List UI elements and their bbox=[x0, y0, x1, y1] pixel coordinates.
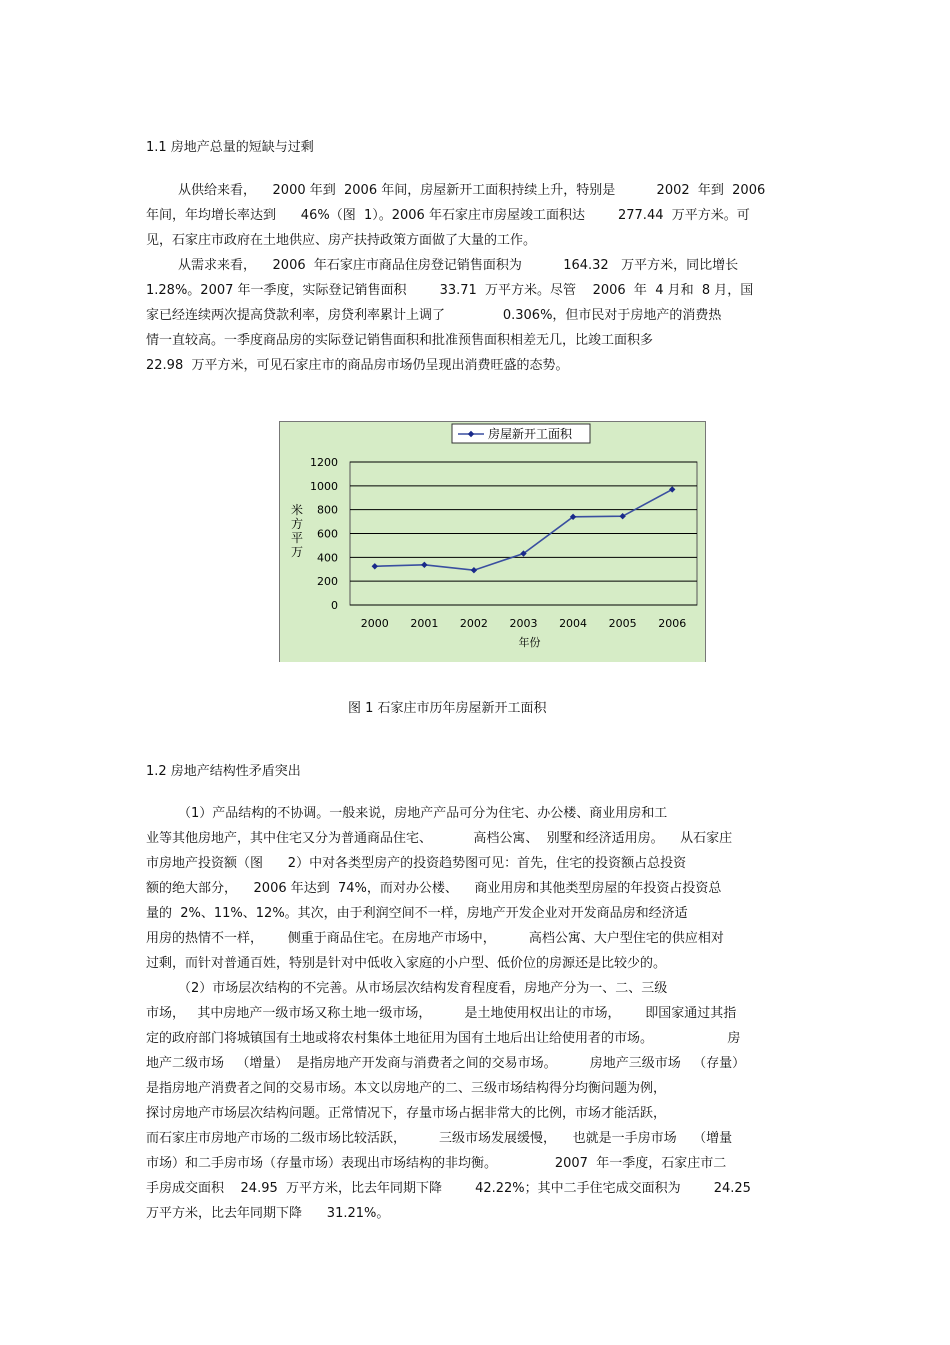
paragraph-line: 定的政府部门将城镇国有土地或将农村集体土地征用为国有土地后出让给使用者的市场。 房 bbox=[146, 1031, 741, 1046]
paragraph-line: 过剩，而针对普通百姓，特别是针对中低收入家庭的小户型、低价位的房源还是比较少的。 bbox=[146, 956, 667, 971]
x-tick-label: 2001 bbox=[410, 617, 439, 630]
x-tick-label: 2000 bbox=[360, 617, 389, 630]
paragraph-line: 从供给来看， 2000 年到 2006 年间，房屋新开工面积持续上升，特别是 2002 年到 2006 bbox=[178, 183, 766, 198]
x-tick-label: 2002 bbox=[459, 617, 488, 630]
y-tick-label: 200 bbox=[317, 575, 338, 589]
paragraph-line: 是指房地产消费者之间的交易市场。本文以房地产的二、三级市场结构得分均衡问题为例， bbox=[146, 1081, 667, 1096]
y-axis-title-char: 平 bbox=[290, 531, 304, 545]
paragraph-line: 万平方米，比去年同期下降 31.21%。 bbox=[146, 1206, 390, 1221]
paragraph-line: （2）市场层次结构的不完善。从市场层次结构发育程度看，房地产分为一、二、三级 bbox=[178, 981, 668, 996]
line-chart bbox=[279, 421, 706, 662]
paragraph-line: 而石家庄市房地产市场的二级市场比较活跃， 三级市场发展缓慢， 也就是一手房市场 （增量 bbox=[146, 1131, 733, 1146]
paragraph-line: 额的绝大部分， 2006 年达到 74%，而对办公楼、 商业用房和其他类型房屋的年投资占投资总 bbox=[146, 881, 722, 896]
y-tick-label: 1000 bbox=[310, 479, 338, 493]
x-axis-title: 年份 bbox=[518, 636, 541, 649]
paragraph-line: 情一直较高。一季度商品房的实际登记销售面积和批准预售面积相差无几，比竣工面积多 bbox=[146, 333, 654, 348]
paragraph-line: 家已经连续两次提高贷款利率，房贷利率累计上调了 0.306%，但市民对于房地产的消费热 bbox=[146, 308, 722, 323]
y-tick-label: 400 bbox=[317, 551, 338, 565]
chart-svg bbox=[280, 422, 705, 662]
paragraph-line: 地产二级市场 （增量） 是指房地产开发商与消费者之间的交易市场。 房地产三级市场 （存量） bbox=[146, 1056, 746, 1071]
paragraph-line: 业等其他房地产，其中住宅又分为普通商品住宅、 高档公寓、 别墅和经济适用房。 从石家庄 bbox=[146, 831, 733, 846]
x-tick-label: 2005 bbox=[608, 617, 637, 630]
paragraph-line: 市场， 其中房地产一级市场又称土地一级市场， 是土地使用权出让的市场， 即国家通过其指 bbox=[146, 1006, 737, 1021]
paragraph-line: 见，石家庄市政府在土地供应、房产扶持政策方面做了大量的工作。 bbox=[146, 233, 537, 248]
y-tick-label: 0 bbox=[331, 599, 338, 612]
y-tick-label: 800 bbox=[317, 503, 338, 517]
y-axis-title-char: 米 bbox=[290, 503, 304, 517]
paragraph-line: 22.98 万平方米，可见石家庄市的商品房市场仍呈现出消费旺盛的态势。 bbox=[146, 358, 569, 373]
x-tick-label: 2006 bbox=[658, 617, 687, 630]
paragraph-line: 用房的热情不一样， 侧重于商品住宅。在房地产市场中， 高档公寓、大户型住宅的供应相对 bbox=[146, 931, 724, 946]
y-tick-label: 600 bbox=[317, 527, 338, 541]
y-tick-label: 1200 bbox=[310, 456, 338, 469]
x-tick-label: 2003 bbox=[509, 617, 538, 630]
paragraph-line: 探讨房地产市场层次结构问题。正常情况下，存量市场占据非常大的比例，市场才能活跃， bbox=[146, 1106, 667, 1121]
section-heading-1-1: 1.1 房地产总量的短缺与过剩 bbox=[146, 140, 314, 155]
paragraph-line: 1.28%。2007 年一季度，实际登记销售面积 33.71 万平方米。尽管 2006 年 4 月和 8 月，国 bbox=[146, 283, 754, 298]
x-tick-label: 2004 bbox=[559, 617, 588, 630]
paragraph-line: （1）产品结构的不协调。一般来说，房地产产品可分为住宅、办公楼、商业用房和工 bbox=[178, 806, 668, 821]
paragraph-line: 市房地产投资额（图 2）中对各类型房产的投资趋势图可见：首先，住宅的投资额占总投资 bbox=[146, 856, 687, 871]
figure-caption: 图 1 石家庄市历年房屋新开工面积 bbox=[348, 701, 547, 716]
legend-label: 房屋新开工面积 bbox=[488, 427, 573, 441]
paragraph-line: 年间，年均增长率达到 46%（图 1）。2006 年石家庄市房屋竣工面积达 277.44 万平方米。可 bbox=[146, 208, 750, 223]
paragraph-line: 手房成交面积 24.95 万平方米，比去年同期下降 42.22%；其中二手住宅成交面积为 24.25 bbox=[146, 1181, 751, 1196]
paragraph-line: 市场）和二手房市场（存量市场）表现出市场结构的非均衡。 2007 年一季度，石家庄市二 bbox=[146, 1156, 727, 1171]
y-axis-title-char: 方 bbox=[290, 517, 304, 531]
section-heading-1-2: 1.2 房地产结构性矛盾突出 bbox=[146, 764, 301, 779]
paragraph-line: 量的 2%、11%、12%。其次，由于利润空间不一样，房地产开发企业对开发商品房和经济适 bbox=[146, 906, 688, 921]
y-axis-title-char: 万 bbox=[290, 545, 304, 559]
paragraph-line: 从需求来看， 2006 年石家庄市商品住房登记销售面积为 164.32 万平方米，同比增长 bbox=[178, 258, 739, 273]
